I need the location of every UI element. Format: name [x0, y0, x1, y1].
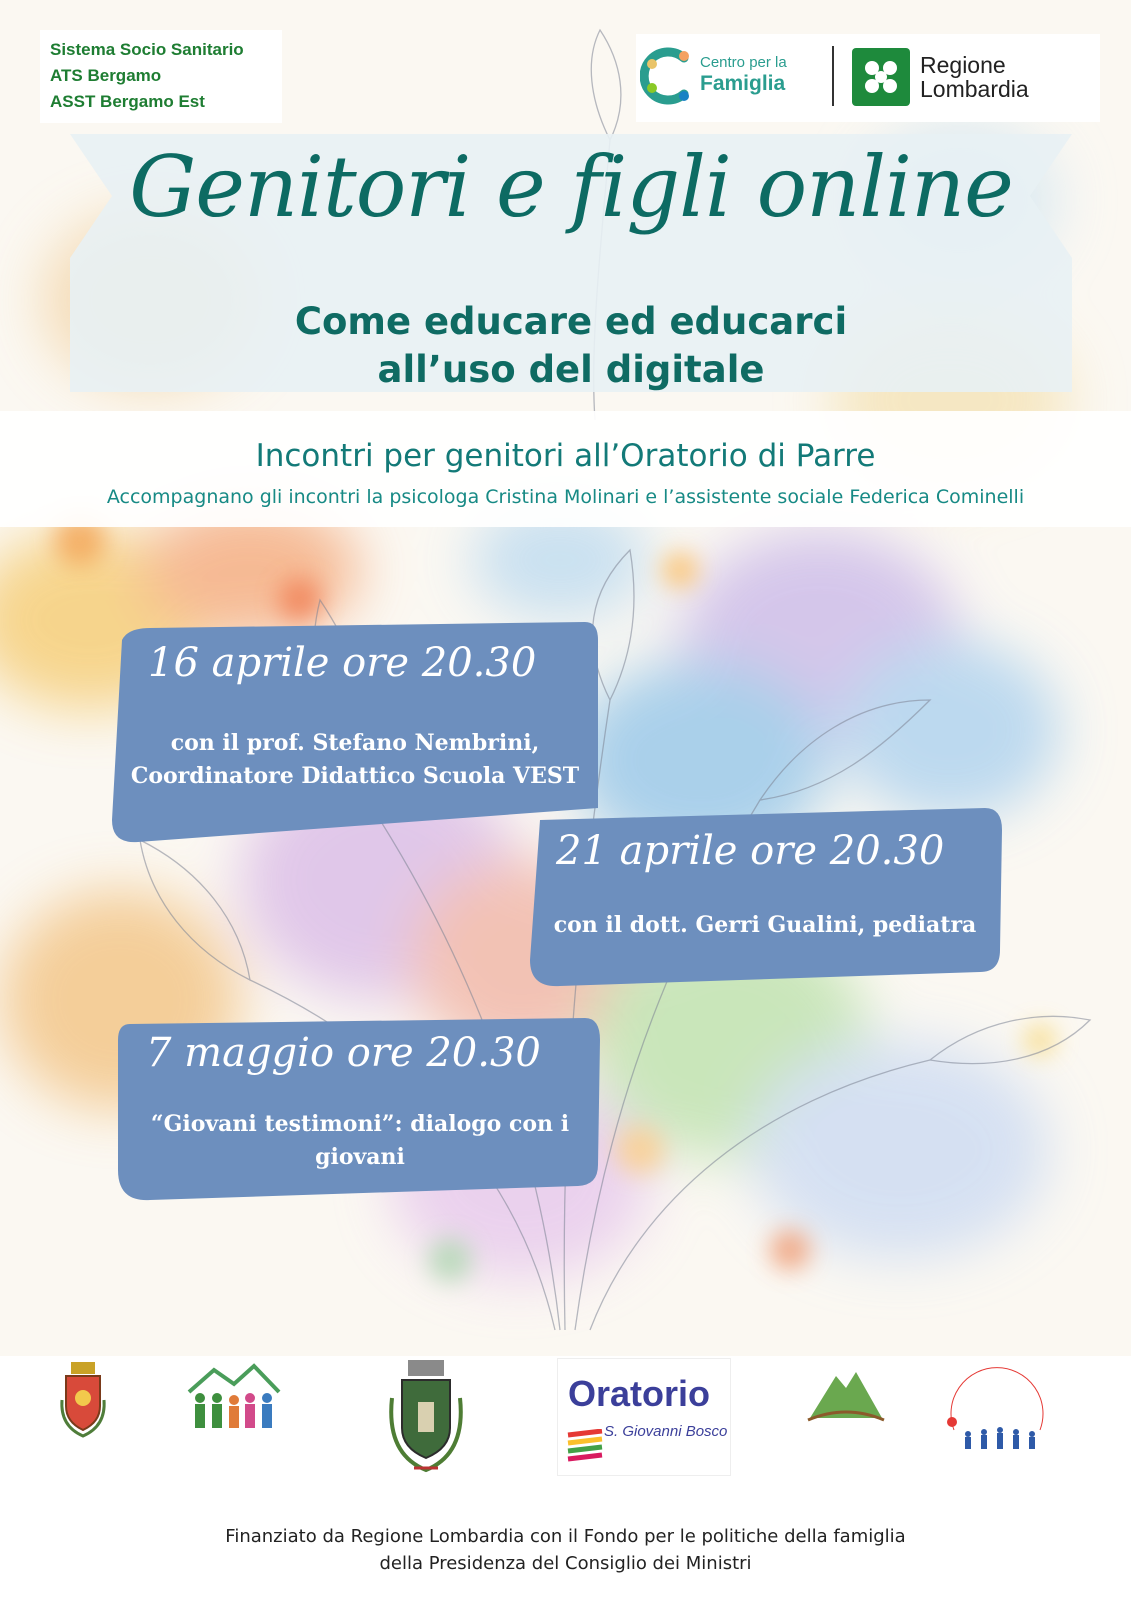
main-title: Genitori e figli online	[129, 138, 1013, 236]
event-desc-line: giovani	[315, 1144, 405, 1170]
clusone-crest-icon	[58, 1360, 108, 1438]
sottosopra-mountain-icon	[806, 1364, 886, 1424]
org-line: ATS Bergamo	[50, 66, 162, 85]
oratorio-logo-title: Oratorio	[568, 1373, 711, 1414]
regione-logo-line1: Regione	[920, 52, 1006, 78]
subtitle-line: all’uso del digitale	[377, 348, 765, 391]
oratorio-logo-subtitle: S. Giovanni Bosco	[604, 1423, 728, 1440]
funding-note: Finanziato da Regione Lombardia con il Fondo per le politiche della famiglia	[225, 1526, 906, 1547]
info-heading: Incontri per genitori all’Oratorio di Parre	[255, 438, 876, 474]
info-subheading: Accompagnano gli incontri la psicologa Cristina Molinari e l’assistente sociale Federica Cominelli	[106, 486, 1025, 508]
parre-crest-icon	[384, 1358, 468, 1478]
centro-logo-line1: Centro per la	[700, 54, 787, 71]
event-date: 16 aprile ore 20.30	[148, 640, 537, 686]
zigzag-circle-icon	[940, 1360, 1056, 1468]
centro-logo-line2: Famiglia	[700, 72, 786, 95]
regione-logo-line2: Lombardia	[920, 76, 1029, 102]
ambito-people-icon	[184, 1362, 284, 1432]
oratorio-logo	[557, 1358, 731, 1476]
event-description	[535, 909, 995, 942]
oratorio-stripes-icon	[566, 1429, 606, 1465]
event-date: 21 aprile ore 20.30	[556, 828, 945, 874]
funding-note: della Presidenza del Consiglio dei Ministri	[379, 1553, 752, 1574]
event-desc-line: con il dott. Gerri Gualini, pediatra	[553, 912, 977, 938]
event-desc-line: con il prof. Stefano Nembrini,	[170, 730, 540, 756]
event-desc-line: “Giovani testimoni”: dialogo con i	[150, 1111, 570, 1137]
event-date: 7 maggio ore 20.30	[146, 1030, 541, 1076]
org-line: Sistema Socio Sanitario	[50, 40, 244, 59]
event-desc-line: Coordinatore Didattico Scuola VEST	[130, 763, 580, 789]
org-line: ASST Bergamo Est	[50, 92, 205, 111]
event-description	[120, 727, 590, 793]
subtitle-line: Come educare ed educarci	[294, 300, 848, 343]
event-description	[125, 1108, 595, 1174]
